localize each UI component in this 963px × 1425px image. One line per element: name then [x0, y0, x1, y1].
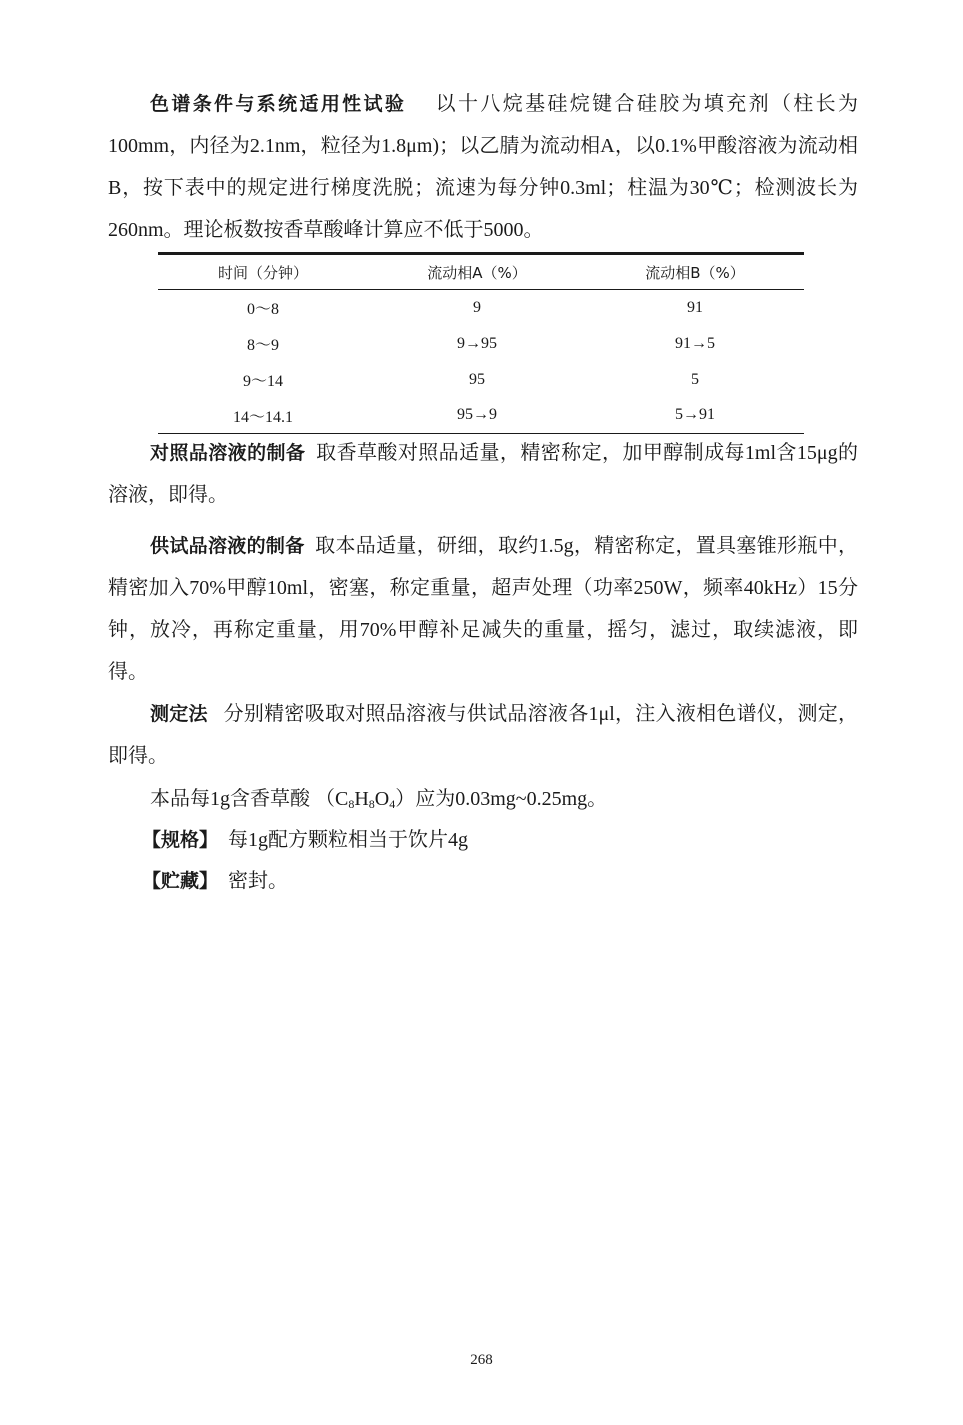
test-solution-text: 取本品适量，研细，取约1.5g，精密称定，置具塞锥形瓶中，精密加入70%甲醇10ml，密塞，称定重量，超声处理（功率250W，频率40kHz）15分钟，放冷，再称定重量，用70%甲醇补足减失的重量，摇匀，滤过，取续滤液，即得。	[108, 535, 859, 683]
reference-solution-text: 取香草酸对照品适量，精密称定，加甲醇制成每1ml含15μg的溶液，即得。	[108, 442, 858, 506]
table-cell: 95	[469, 370, 485, 388]
content-limit-line: 本品每1g含香草酸 $(C_8H_8O_4)$应为0.03mg~0.25mg。	[150, 788, 608, 811]
table-row	[158, 362, 804, 398]
specification-line	[142, 822, 468, 858]
table-cell: 9→95	[457, 334, 497, 352]
table-row	[158, 398, 804, 434]
reference-solution-paragraph	[108, 432, 858, 516]
table-header-time: 时间（分钟）	[158, 254, 368, 290]
table-cell: 9	[473, 298, 481, 316]
table-cell: 95→9	[368, 398, 586, 434]
table-row	[158, 326, 804, 362]
gradient-table	[158, 252, 804, 434]
table-row	[158, 290, 804, 326]
table-header-phase-a: 流动相A（%）	[368, 254, 586, 290]
chromatography-paragraph	[108, 83, 858, 251]
table-cell: 5	[691, 370, 699, 388]
table-header-phase-b: 流动相B（%）	[586, 254, 804, 290]
specification-label: 【规格】	[142, 829, 219, 851]
storage-line	[142, 863, 288, 899]
page-number: 268	[470, 1352, 493, 1368]
table-cell: 8～9	[246, 337, 279, 354]
table-cell: 91	[687, 298, 703, 316]
determination-heading: 测定法	[150, 703, 208, 725]
table-cell: 5→91	[586, 398, 804, 434]
specification-text: 每1g配方颗粒相当于饮片4g	[228, 829, 469, 851]
reference-solution-heading: 对照品溶液的制备	[150, 442, 306, 464]
determination-paragraph	[108, 693, 858, 777]
test-solution-heading: 供试品溶液的制备	[150, 535, 305, 557]
table-cell: 9～14	[242, 373, 283, 390]
table-cell: 14～14.1	[158, 398, 368, 434]
storage-label: 【贮藏】	[142, 870, 219, 892]
chromatography-text: 以十八烷基硅烷键合硅胶为填充剂（柱长为100mm，内径为2.1nm，粒径为1.8μm)；以乙腈为流动相A，以0.1%甲酸溶液为流动相B，按下表中的规定进行梯度洗脱；流速为每分钟0.3ml；柱温为30℃；检测波长为260nm。理论板数按香草酸峰计算应不低于5000。	[108, 93, 859, 241]
determination-text: 分别精密吸取对照品溶液与供试品溶液各1μl，注入液相色谱仪，测定，即得。	[108, 703, 858, 767]
storage-text: 密封。	[228, 870, 289, 892]
test-solution-paragraph	[108, 525, 858, 693]
table-cell: 0～8	[246, 301, 279, 319]
table-cell: 91→5	[675, 334, 715, 352]
table-header-row	[158, 254, 804, 290]
chromatography-heading: 色谱条件与系统适用性试验	[150, 93, 407, 115]
